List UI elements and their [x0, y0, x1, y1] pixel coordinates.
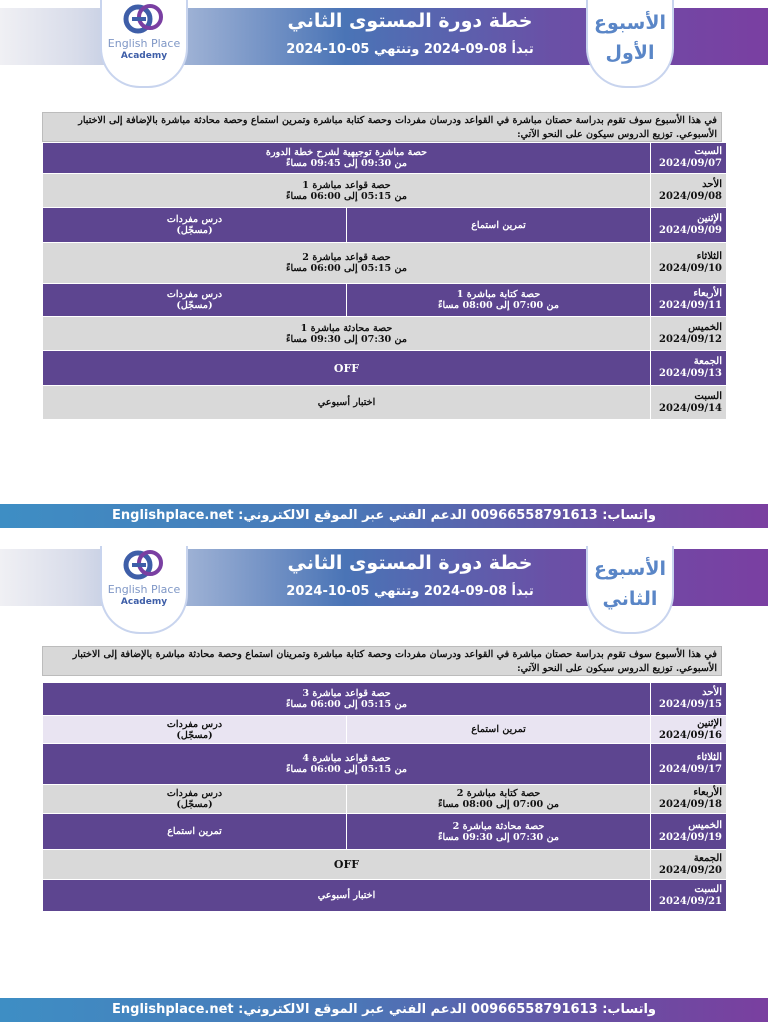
activity-title: اختبار أسبوعي: [317, 890, 376, 901]
day-cell: [651, 243, 727, 284]
day-cell: [651, 880, 727, 912]
activity-time: من 09:30 إلى 09:45 مساءً: [285, 158, 408, 169]
activity-note: (مسجّل): [176, 729, 213, 741]
activity-cell: [43, 243, 651, 284]
activity-time: من 05:15 إلى 06:00 مساءً: [285, 190, 408, 202]
schedule-row: [43, 243, 727, 284]
schedule-row: [43, 174, 727, 208]
academy-logo: [100, 546, 188, 634]
activity-cell-secondary: [43, 814, 347, 850]
day-cell: [651, 386, 727, 420]
schedule-row: [43, 683, 727, 716]
logo-tagline-text: Academy: [120, 597, 168, 607]
day-name: السبت: [694, 390, 722, 402]
activity-time: من 07:00 إلى 08:00 مساءً: [437, 799, 560, 810]
activity-title: درس مفردات: [166, 718, 223, 730]
day-date: 2024/09/10: [659, 263, 722, 274]
day-cell: [651, 744, 727, 785]
activity-cell: [43, 351, 651, 386]
schedule-row: [43, 785, 727, 814]
page-title: خطة دورة المستوى الثاني: [287, 10, 533, 32]
activity-note: (مسجّل): [176, 225, 213, 236]
activity-title: حصة قواعد مباشرة 1: [302, 179, 391, 191]
day-name: الإثنين: [697, 213, 722, 224]
day-date: 2024/09/21: [659, 895, 723, 907]
day-name: الأربعاء: [693, 288, 722, 299]
activity-title: درس مفردات: [166, 214, 223, 225]
activity-cell-secondary: [43, 284, 347, 317]
day-cell: [651, 174, 727, 208]
logo-brand-text: English Place: [107, 583, 181, 596]
footer-contact-text: واتساب: 00966558791613 الدعم الفني عبر الموقع الالكتروني: Englishplace.net: [112, 1002, 656, 1017]
day-date: 2024/09/09: [659, 225, 722, 236]
activity-time: من 07:00 إلى 08:00 مساءً: [437, 300, 560, 311]
activity-note: (مسجّل): [176, 300, 213, 311]
day-date: 2024/09/17: [659, 764, 723, 775]
activity-title: حصة مباشرة توجيهية لشرح خطة الدورة: [265, 147, 428, 158]
activity-title: درس مفردات: [166, 788, 223, 799]
schedule-row: [43, 143, 727, 174]
schedule-row: [43, 850, 727, 880]
activity-title: حصة قواعد مباشرة 4: [302, 753, 391, 764]
activity-title: OFF: [333, 361, 360, 375]
activity-cell: [43, 174, 651, 208]
day-name: الأحد: [702, 687, 723, 698]
activity-cell: [43, 744, 651, 785]
week-number: الأول: [605, 42, 655, 64]
day-date: 2024/09/16: [659, 729, 723, 741]
english-place-logo-icon: [122, 2, 166, 36]
activity-title: درس مفردات: [166, 289, 223, 300]
day-date: 2024/09/20: [659, 864, 723, 876]
day-name: الخميس: [688, 819, 723, 831]
activity-time: من 07:30 إلى 09:30 مساءً: [285, 333, 408, 345]
week-two-page: [0, 512, 768, 1024]
activity-time: من 07:30 إلى 09:30 مساءً: [437, 831, 560, 843]
activity-time: من 05:15 إلى 06:00 مساءً: [285, 699, 408, 710]
day-cell: [651, 351, 727, 386]
week-badge: [586, 0, 674, 88]
schedule-row: [43, 284, 727, 317]
schedule-row: [43, 744, 727, 785]
day-date: 2024/09/12: [659, 333, 722, 345]
logo-tagline-text: Academy: [120, 51, 168, 61]
activity-cell: [347, 814, 651, 850]
day-name: الثلاثاء: [696, 752, 723, 763]
activity-title: حصة قواعد مباشرة 2: [302, 252, 391, 263]
activity-cell: [43, 880, 651, 912]
week-label: الأسبوع: [594, 12, 666, 34]
schedule-row: [43, 208, 727, 243]
week-badge: [586, 546, 674, 634]
logo-brand-text: English Place: [107, 37, 181, 50]
activity-cell: [347, 284, 651, 317]
schedule-row: [43, 351, 727, 386]
activity-time: من 05:15 إلى 06:00 مساءً: [285, 263, 408, 274]
schedule-row: [43, 814, 727, 850]
day-cell: [651, 814, 727, 850]
activity-title: تمرين استماع: [471, 724, 526, 735]
activity-title: تمرين استماع: [471, 219, 526, 231]
schedule-row: [43, 716, 727, 744]
day-date: 2024/09/15: [659, 699, 723, 710]
activity-cell: [347, 716, 651, 744]
page-subtitle: تبدأ 08-09-2024 وتنتهي 05-10-2024: [286, 42, 534, 57]
activity-note: (مسجّل): [176, 799, 213, 810]
schedule-table: [42, 682, 727, 912]
day-cell: [651, 785, 727, 814]
activity-cell-secondary: [43, 716, 347, 744]
intro-paragraph: في هذا الأسبوع سوف تقوم بدراسة حصتان مباشرة في القواعد ودرسان مفردات وحصة كتابة مباشرة وتمرينان استماع وحصة محادثة مباشرة بالإضافة إلى الاختبار الأسبوعي. توزيع الدروس سيكون على النحو الآتي:: [42, 646, 722, 676]
activity-cell: [43, 386, 651, 420]
schedule-row: [43, 386, 727, 420]
day-name: السبت: [694, 883, 723, 895]
day-name: الجمعة: [693, 356, 722, 367]
footer-contact-text: واتساب: 00966558791613 الدعم الفني عبر الموقع الالكتروني: Englishplace.net: [112, 508, 656, 523]
day-name: الأربعاء: [693, 787, 723, 798]
activity-cell-secondary: [43, 208, 347, 243]
academy-logo: [100, 0, 188, 88]
schedule-row: [43, 880, 727, 912]
schedule-table: [42, 142, 727, 420]
activity-title: حصة محادثة مباشرة 2: [452, 820, 545, 832]
activity-title: حصة محادثة مباشرة 1: [300, 322, 393, 334]
activity-title: اختبار أسبوعي: [317, 397, 376, 408]
schedule-row: [43, 317, 727, 351]
day-name: الأحد: [702, 178, 722, 190]
day-date: 2024/09/11: [659, 300, 722, 311]
activity-cell: [347, 785, 651, 814]
activity-title: حصة كتابة مباشرة 1: [456, 289, 541, 300]
day-cell: [651, 317, 727, 351]
page-subtitle: تبدأ 08-09-2024 وتنتهي 05-10-2024: [286, 584, 534, 599]
footer-banner: [0, 998, 768, 1022]
day-date: 2024/09/14: [659, 402, 722, 414]
intro-paragraph: في هذا الأسبوع سوف تقوم بدراسة حصتان مباشرة في القواعد ودرسان مفردات وحصة كتابة مباشرة وتمرين استماع وحصة محادثة مباشرة بالإضافة إلى الاختبار الأسبوعي. توزيع الدروس سيكون على النحو الآتي:: [42, 112, 722, 142]
day-cell: [651, 284, 727, 317]
day-name: الثلاثاء: [696, 251, 722, 262]
activity-cell: [347, 208, 651, 243]
activity-cell: [43, 683, 651, 716]
day-date: 2024/09/08: [659, 190, 722, 202]
day-cell: [651, 716, 727, 744]
week-label: الأسبوع: [594, 558, 666, 580]
activity-cell: [43, 143, 651, 174]
day-date: 2024/09/13: [659, 368, 722, 379]
day-cell: [651, 208, 727, 243]
week-number: الثاني: [602, 588, 658, 610]
activity-title: حصة كتابة مباشرة 2: [456, 788, 541, 799]
day-name: الإثنين: [697, 717, 723, 729]
activity-cell-secondary: [43, 785, 347, 814]
day-cell: [651, 850, 727, 880]
day-name: السبت: [694, 146, 722, 157]
activity-cell: [43, 317, 651, 351]
day-cell: [651, 683, 727, 716]
day-cell: [651, 143, 727, 174]
day-name: الجمعة: [693, 852, 723, 864]
activity-title: حصة قواعد مباشرة 3: [302, 688, 391, 699]
english-place-logo-icon: [122, 548, 166, 582]
page-title: خطة دورة المستوى الثاني: [287, 552, 533, 574]
activity-title: OFF: [333, 858, 360, 871]
activity-cell: [43, 850, 651, 880]
activity-time: من 05:15 إلى 06:00 مساءً: [285, 764, 408, 775]
day-date: 2024/09/18: [659, 799, 723, 810]
activity-title: تمرين استماع: [167, 826, 222, 837]
day-name: الخميس: [688, 321, 722, 333]
day-date: 2024/09/19: [659, 831, 723, 843]
day-date: 2024/09/07: [659, 158, 722, 169]
